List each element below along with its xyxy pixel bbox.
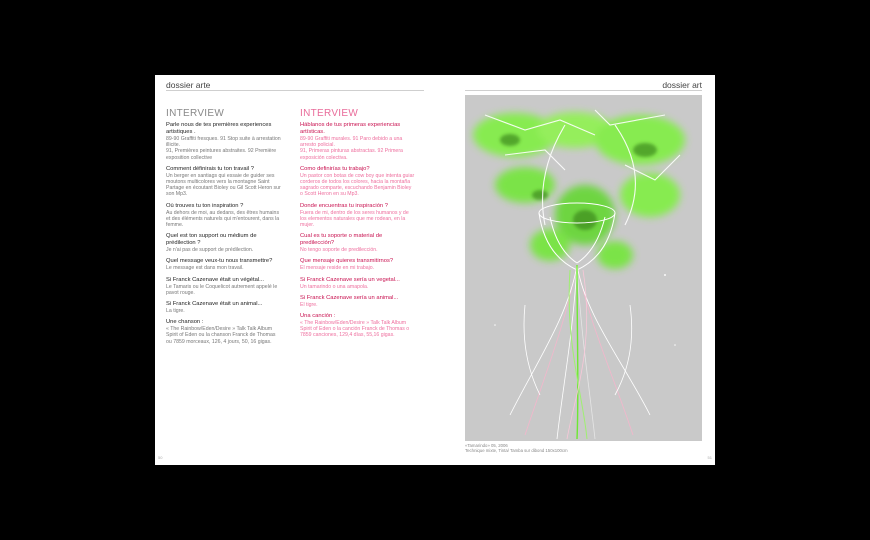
french-answer: 89-90 Graffiti fresques. 91 Stop suite à arrestation illicite. 91, Premières peintures abstraites. 92 Première exposition collective [166,136,281,161]
french-question: Quel est ton support ou médium de prédilection ? [166,233,257,247]
artwork-drawing [465,95,702,441]
french-column [166,108,281,350]
spanish-answer: El mensaje reside en mi trabajo. [300,265,375,272]
spanish-column [300,108,415,344]
spanish-answer: El tigre. [300,301,318,308]
spanish-question: Si Franck Cazenave sería un animal... [300,294,399,301]
french-question: Où trouves tu ton inspiration ? [166,202,244,209]
left-page-header: dossier arte [166,80,211,90]
french-interview-title: INTERVIEW [166,108,225,119]
french-answer: Au dehors de moi, au dedans, des êtres humains et des éléments naturels qui m'entourent, dans la femme. [166,209,280,229]
spanish-question: Si Franck Cazenave sería un vegetal... [300,276,400,283]
french-answer: Le message est dans mon travail. [166,265,244,272]
french-answer: La tigre. [166,308,185,315]
spanish-question: Que mensaje quieres transmitirnos? [300,258,394,265]
right-page-number: 51 [707,455,712,460]
spanish-answer: 89-90 Graffiti murales. 91 Paro debido a una arresto policial. 91, Primeras pinturas abstractas. 92 Primera exposición colectiva. [300,136,403,161]
spanish-answer: Un tamarindo o una amapola. [300,283,369,290]
right-header-rule [465,90,702,91]
french-question: Une chanson : [166,319,204,326]
french-question: Parle nous de tes premières experiences artistiques . [166,122,272,135]
spanish-question: Una canción : [300,313,336,320]
french-question: Comment définirais tu ton travail ? [166,165,254,172]
left-header-rule [166,90,424,91]
artwork-caption [465,443,568,453]
spanish-interview-title: INTERVIEW [300,108,359,119]
french-question: Si Franck Cazenave était un végétal... [166,276,264,283]
artwork-technique: Technique mixte, Tinta/ Tamba sur dibond 150x100cm [465,448,568,454]
spanish-answer: Un pastor con botas de cow boy que intenta guiar corderos de todos los colores, hacia la montaña sagrado comparte, escuchando Benjamin Bioley o Scott Heron en su Mp3. [300,172,415,198]
spanish-question: Como definirías tu trabajo? [300,165,370,172]
spanish-question: Cual es tu soporte o material de predilección? [300,233,383,247]
french-answer: Je n'ai pas de support de prédilection. [166,247,254,254]
left-page [155,75,435,465]
french-answer: Le Tamaris ou le Coquelicot autrement appelé le pavot rouge. [166,283,278,296]
magazine-spread [155,75,715,465]
artwork-image [465,95,702,441]
spanish-question: Háblanos de tus primeras experiencias artísticas. [300,122,401,135]
french-answer: « The Rainbow/Eden/Desire » Talk Talk Album Spirit of Eden ou la chanson Franck de Thomas ou 7859 morceaux, 126, 4 jours, 50, 16 gigas. [166,326,276,345]
left-page-number: 50 [158,455,163,460]
french-question: Si Franck Cazenave était un animal... [166,301,263,308]
spanish-answer: « The Rainbow/Eden/Desire » Talk Talk Album Spirit of Eden o la canción Franck de Thomas o 7859 canciones, 129,4 días, 55,16 gigas. [300,320,410,339]
spanish-answer: No tengo soporte de predilección. [300,247,378,254]
right-page [435,75,715,465]
french-answer: Un berger en santiags qui essaie de guider ses moutons multicolores vers la montagne Saint Partage en écoutant Bioley ou Gil Scott Heron sur son Mp3. [166,172,281,198]
spanish-question: Donde encuentras tu inspiración ? [300,202,388,209]
right-page-header: dossier art [662,80,702,90]
french-question: Quel message veux-tu nous transmettre? [166,258,273,265]
artwork-title: «Tamarindo» 05, 2006 [465,443,508,448]
spanish-answer: Fuera de mi, dentro de los seres humanos y de los elementos naturales que me rodean, en la mujer. [300,209,409,229]
